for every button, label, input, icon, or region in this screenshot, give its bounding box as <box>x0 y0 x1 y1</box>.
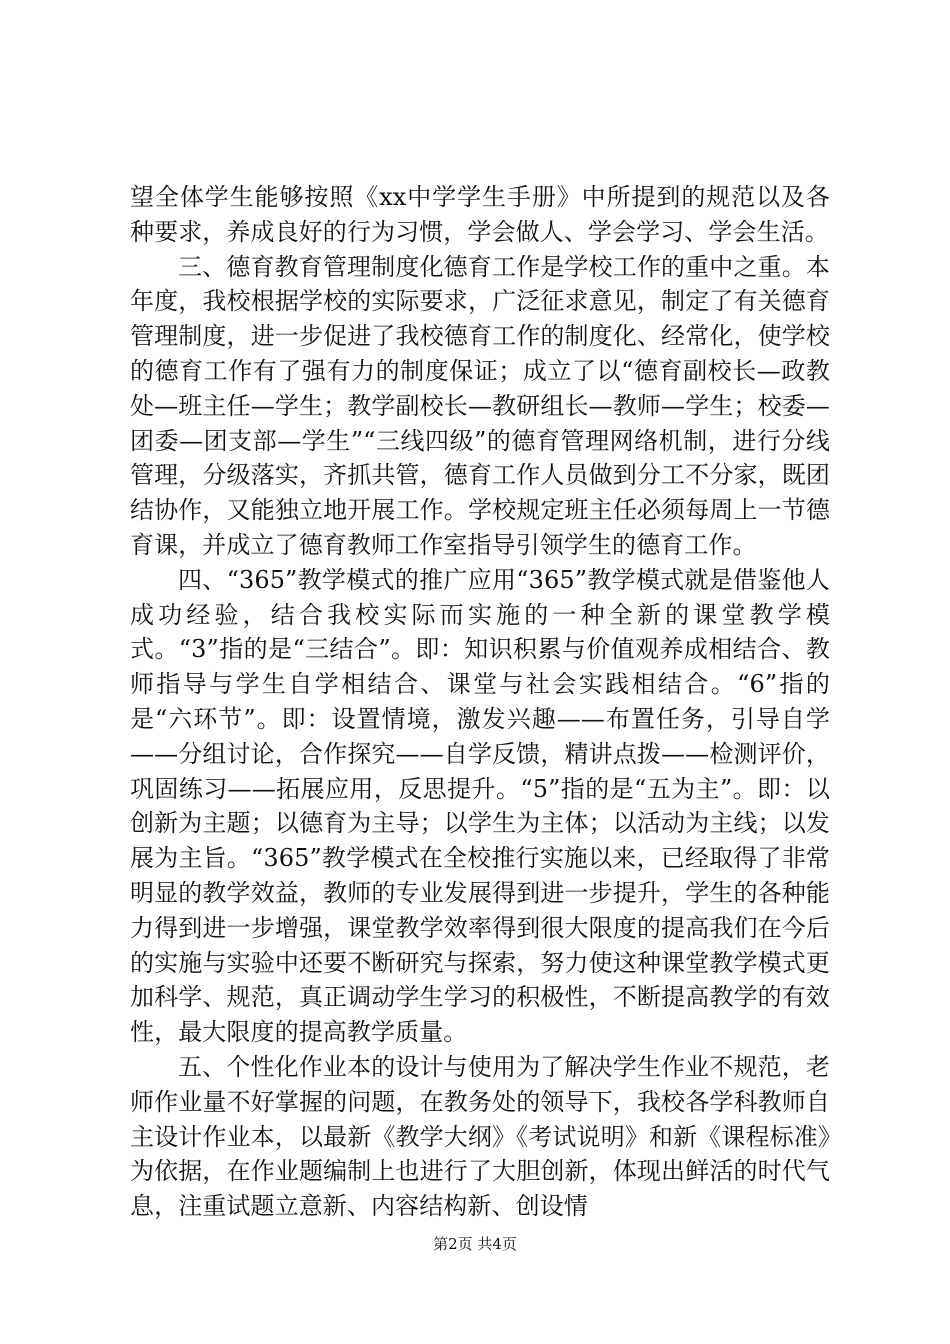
paragraph-section-3: 三、德育教育管理制度化德育工作是学校工作的重中之重。本年度，我校根据学校的实际要求，广泛征求意见，制定了有关德育管理制度，进一步促进了我校德育工作的制度化、经常化，使学校的德育工作有了强有力的制度保证；成立了以“德育副校长—政教处—班主任—学生；教学副校长—教研组长—教师—学生；校委—团委—团支部—学生”“三线四级”的德育管理网络机制，进行分线管理，分级落实，齐抓共管，德育工作人员做到分工不分家，既团结协作，又能独立地开展工作。学校规定班主任必须每周上一节德育课，并成立了德育教师工作室指导引领学生的德育工作。 <box>130 252 830 559</box>
page-number-footer: 第2页 共4页 <box>433 1235 517 1253</box>
paragraph-section-4: 四、“365”教学模式的推广应用“365”教学模式就是借鉴他人成功经验，结合我校实际而实施的一种全新的课堂教学模式。“3”指的是“三结合”。即：知识积累与价值观养成相结合、教师指导与学生自学相结合、课堂与社会实践相结合。“6”指的是“六环节”。即：设置情境，激发兴趣——布置任务，引导自学——分组讨论，合作探究——自学反馈，精讲点拨——检测评价，巩固练习——拓展应用，反思提升。“5”指的是“五为主”。即：以创新为主题；以德育为主导；以学生为主体；以活动为主线；以发展为主旨。“365”教学模式在全校推行实施以来，已经取得了非常明显的教学效益，教师的专业发展得到进一步提升，学生的各种能力得到进一步增强，课堂教学效率得到很大限度的提高我们在今后的实施与实验中还要不断研究与探索，努力使这种课堂教学模式更加科学、规范，真正调动学生学习的积极性，不断提高教学的有效性，最大限度的提高教学质量。 <box>130 565 830 1047</box>
paragraph-continuation: 望全体学生能够按照《xx中学学生手册》中所提到的规范以及各种要求，养成良好的行为习惯，学会做人、学会学习、学会生活。 <box>130 183 830 246</box>
paragraph-section-5: 五、个性化作业本的设计与使用为了解决学生作业不规范，老师作业量不好掌握的问题，在教务处的领导下，我校各学科教师自主设计作业本，以最新《教学大纲》《考试说明》和新《课程标准》为依据，在作业题编制上也进行了大胆创新，体现出鲜活的时代气息，注重试题立意新、内容结构新、创设情 <box>130 1052 830 1221</box>
document-body <box>130 180 830 1224</box>
